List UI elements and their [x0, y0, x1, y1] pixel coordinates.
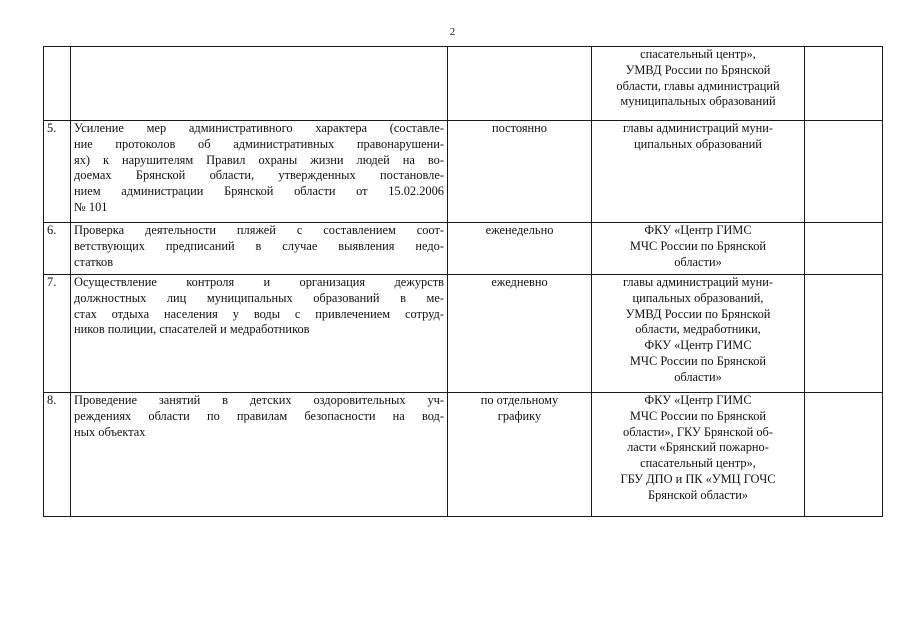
note-cell	[805, 275, 883, 393]
responsible-text-line: области, медработники,	[635, 322, 761, 337]
responsible-text-line: МЧС России по Брянской	[629, 238, 767, 253]
responsible-text-line: МЧС России по Брянской	[629, 353, 767, 368]
responsible-text-line: муниципальных образований	[620, 94, 776, 109]
event-text-line: статков	[74, 254, 114, 269]
responsible-text-line: области»	[674, 369, 722, 384]
responsible-cell	[592, 393, 805, 517]
table-row	[44, 275, 883, 393]
responsible-text-line: Брянской области»	[647, 487, 749, 502]
row-number: 8.	[44, 393, 71, 517]
event-cell	[71, 393, 448, 517]
responsible-text-line: области», ГКУ Брянской об-	[623, 424, 773, 439]
period-cell	[448, 47, 592, 121]
responsible-text-line: УМВД России по Брянской	[625, 306, 771, 321]
period-text-line: по отдельному	[480, 393, 559, 407]
responsible-text-line: ципальных образований,	[632, 290, 764, 305]
event-text-line: стах отдыха населения у воды с привлечением сотруд-	[74, 306, 444, 321]
event-cell	[71, 47, 448, 121]
table-row	[44, 47, 883, 121]
note-cell	[805, 223, 883, 275]
responsible-cell	[592, 47, 805, 121]
event-text-line: ветствующих предписаний в случае выявления недо-	[74, 238, 444, 253]
responsible-text-line: ципальных образований	[634, 136, 762, 151]
event-text-line: ях) к нарушителям Правил охраны жизни людей на во-	[74, 152, 444, 167]
responsible-text-line: главы администраций муни-	[622, 275, 774, 289]
responsible-text-line: ласти «Брянский пожарно-	[627, 440, 769, 455]
event-text-line: № 101	[74, 199, 108, 214]
event-text-line: реждениях области по правилам безопасности на вод-	[74, 408, 444, 423]
event-text-line: доемах Брянской области, утвержденных постановле-	[74, 168, 444, 183]
note-cell	[805, 47, 883, 121]
event-text-line: Усиление мер административного характера (составле-	[74, 121, 444, 135]
event-text-line: ников полиции, спасателей и медработников	[74, 322, 310, 337]
note-cell	[805, 121, 883, 223]
responsible-text-line: спасательный центр»,	[640, 47, 756, 61]
event-text-line: ных объектах	[74, 424, 146, 439]
responsible-cell	[592, 121, 805, 223]
event-text-line: ние протоколов об административных правонарушени-	[74, 136, 444, 151]
row-number: 6.	[44, 223, 71, 275]
responsible-text-line: УМВД России по Брянской	[625, 62, 771, 77]
responsible-text-line: ФКУ «Центр ГИМС	[644, 393, 752, 407]
responsible-text-line: ГБУ ДПО и ПК «УМЦ ГОЧС	[620, 471, 776, 486]
responsible-text-line: ФКУ «Центр ГИМС	[644, 223, 752, 237]
page-number: 2	[449, 26, 456, 38]
period-cell	[448, 223, 592, 275]
responsible-cell	[592, 223, 805, 275]
responsible-text-line: главы администраций муни-	[622, 121, 774, 135]
period-cell	[448, 121, 592, 223]
event-text-line: должностных лиц муниципальных образований в ме-	[74, 290, 444, 305]
table-row	[44, 393, 883, 517]
period-text-line: еженедельно	[485, 223, 554, 237]
event-cell	[71, 121, 448, 223]
row-number	[44, 47, 71, 121]
event-cell	[71, 275, 448, 393]
period-cell	[448, 393, 592, 517]
event-text-line: Проверка деятельности пляжей с составлением соот-	[74, 223, 444, 237]
responsible-text-line: МЧС России по Брянской	[629, 408, 767, 423]
note-cell	[805, 393, 883, 517]
responsible-text-line: области»	[674, 254, 722, 269]
responsible-text-line: области, главы администраций	[616, 78, 780, 93]
event-cell	[71, 223, 448, 275]
responsible-text-line: спасательный центр»,	[640, 456, 756, 471]
period-text-line: ежедневно	[491, 275, 548, 289]
table-row	[44, 223, 883, 275]
event-text-line: Проведение занятий в детских оздоровительных уч-	[74, 393, 444, 407]
responsible-text-line: ФКУ «Центр ГИМС	[644, 338, 752, 353]
row-number: 5.	[44, 121, 71, 223]
table-row	[44, 121, 883, 223]
measures-table	[43, 46, 883, 517]
period-cell	[448, 275, 592, 393]
event-text-line: нием администрации Брянской области от 15.02.2006	[74, 184, 444, 199]
event-text-line: Осуществление контроля и организация дежурств	[74, 275, 444, 289]
row-number: 7.	[44, 275, 71, 393]
period-text-line: постоянно	[491, 121, 547, 135]
responsible-cell	[592, 275, 805, 393]
period-text-line: графику	[497, 408, 542, 423]
